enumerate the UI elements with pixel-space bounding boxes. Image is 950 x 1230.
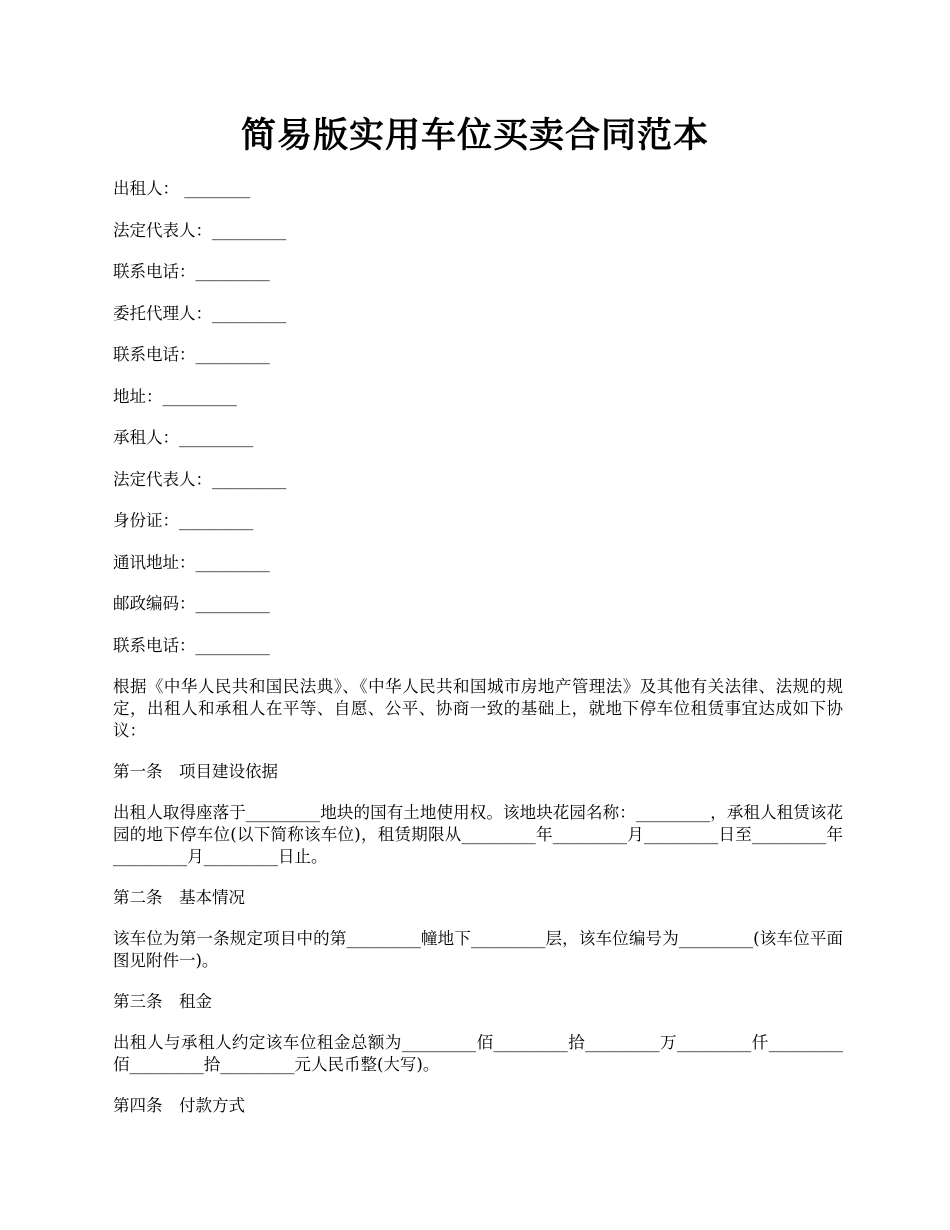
postal-code-field: 邮政编码：_________ <box>113 594 270 613</box>
article-1-text: 出租人取得座落于_________地块的国有土地使用权。该地块花园名称：_________，承租人租赁该花园的地下停车位(以下简称该车位)，租赁期限从_________年_________月_________日至_________年_________月_________日止。 <box>113 803 843 866</box>
document-title: 简易版实用车位买卖合同范本 <box>240 115 709 156</box>
article-2-heading: 第二条 基本情况 <box>113 888 245 907</box>
article-2-text: 该车位为第一条规定项目中的第_________幢地下_________层，该车位编号为_________(该车位平面图见附件一)。 <box>113 929 843 970</box>
lessee-legal-rep-field: 法定代表人：_________ <box>113 469 287 489</box>
lessor-phone-field: 联系电话：_________ <box>113 262 270 281</box>
id-card-field: 身份证：_________ <box>113 511 254 530</box>
document-body <box>113 178 843 1136</box>
lessee-phone-field: 联系电话：_________ <box>113 635 270 655</box>
article-3-heading: 第三条 租金 <box>113 992 212 1011</box>
article-4-heading: 第四条 付款方式 <box>113 1096 245 1115</box>
agent-phone-field: 联系电话：_________ <box>113 345 270 364</box>
agent-field: 委托代理人：_________ <box>113 303 287 323</box>
intro-paragraph: 根据《中华人民共和国民法典》、《中华人民共和国城市房地产管理法》及其他有关法律、法规的规定，出租人和承租人在平等、自愿、公平、协商一致的基础上，就地下停车位租赁事宜达成如下协议： <box>113 677 843 740</box>
lessor-legal-rep-field: 法定代表人：_________ <box>113 220 287 240</box>
mailing-address-field: 通讯地址：_________ <box>113 552 270 572</box>
lessor-field: 出租人： ________ <box>113 179 251 198</box>
address-field: 地址：_________ <box>113 386 237 406</box>
article-1-heading: 第一条 项目建设依据 <box>113 762 278 781</box>
lessee-field: 承租人：_________ <box>113 428 254 447</box>
article-3-text: 出租人与承租人约定该车位租金总额为_________佰_________拾_________万_________仟_________佰_________拾_________元人民币整(大写)。 <box>113 1033 843 1074</box>
